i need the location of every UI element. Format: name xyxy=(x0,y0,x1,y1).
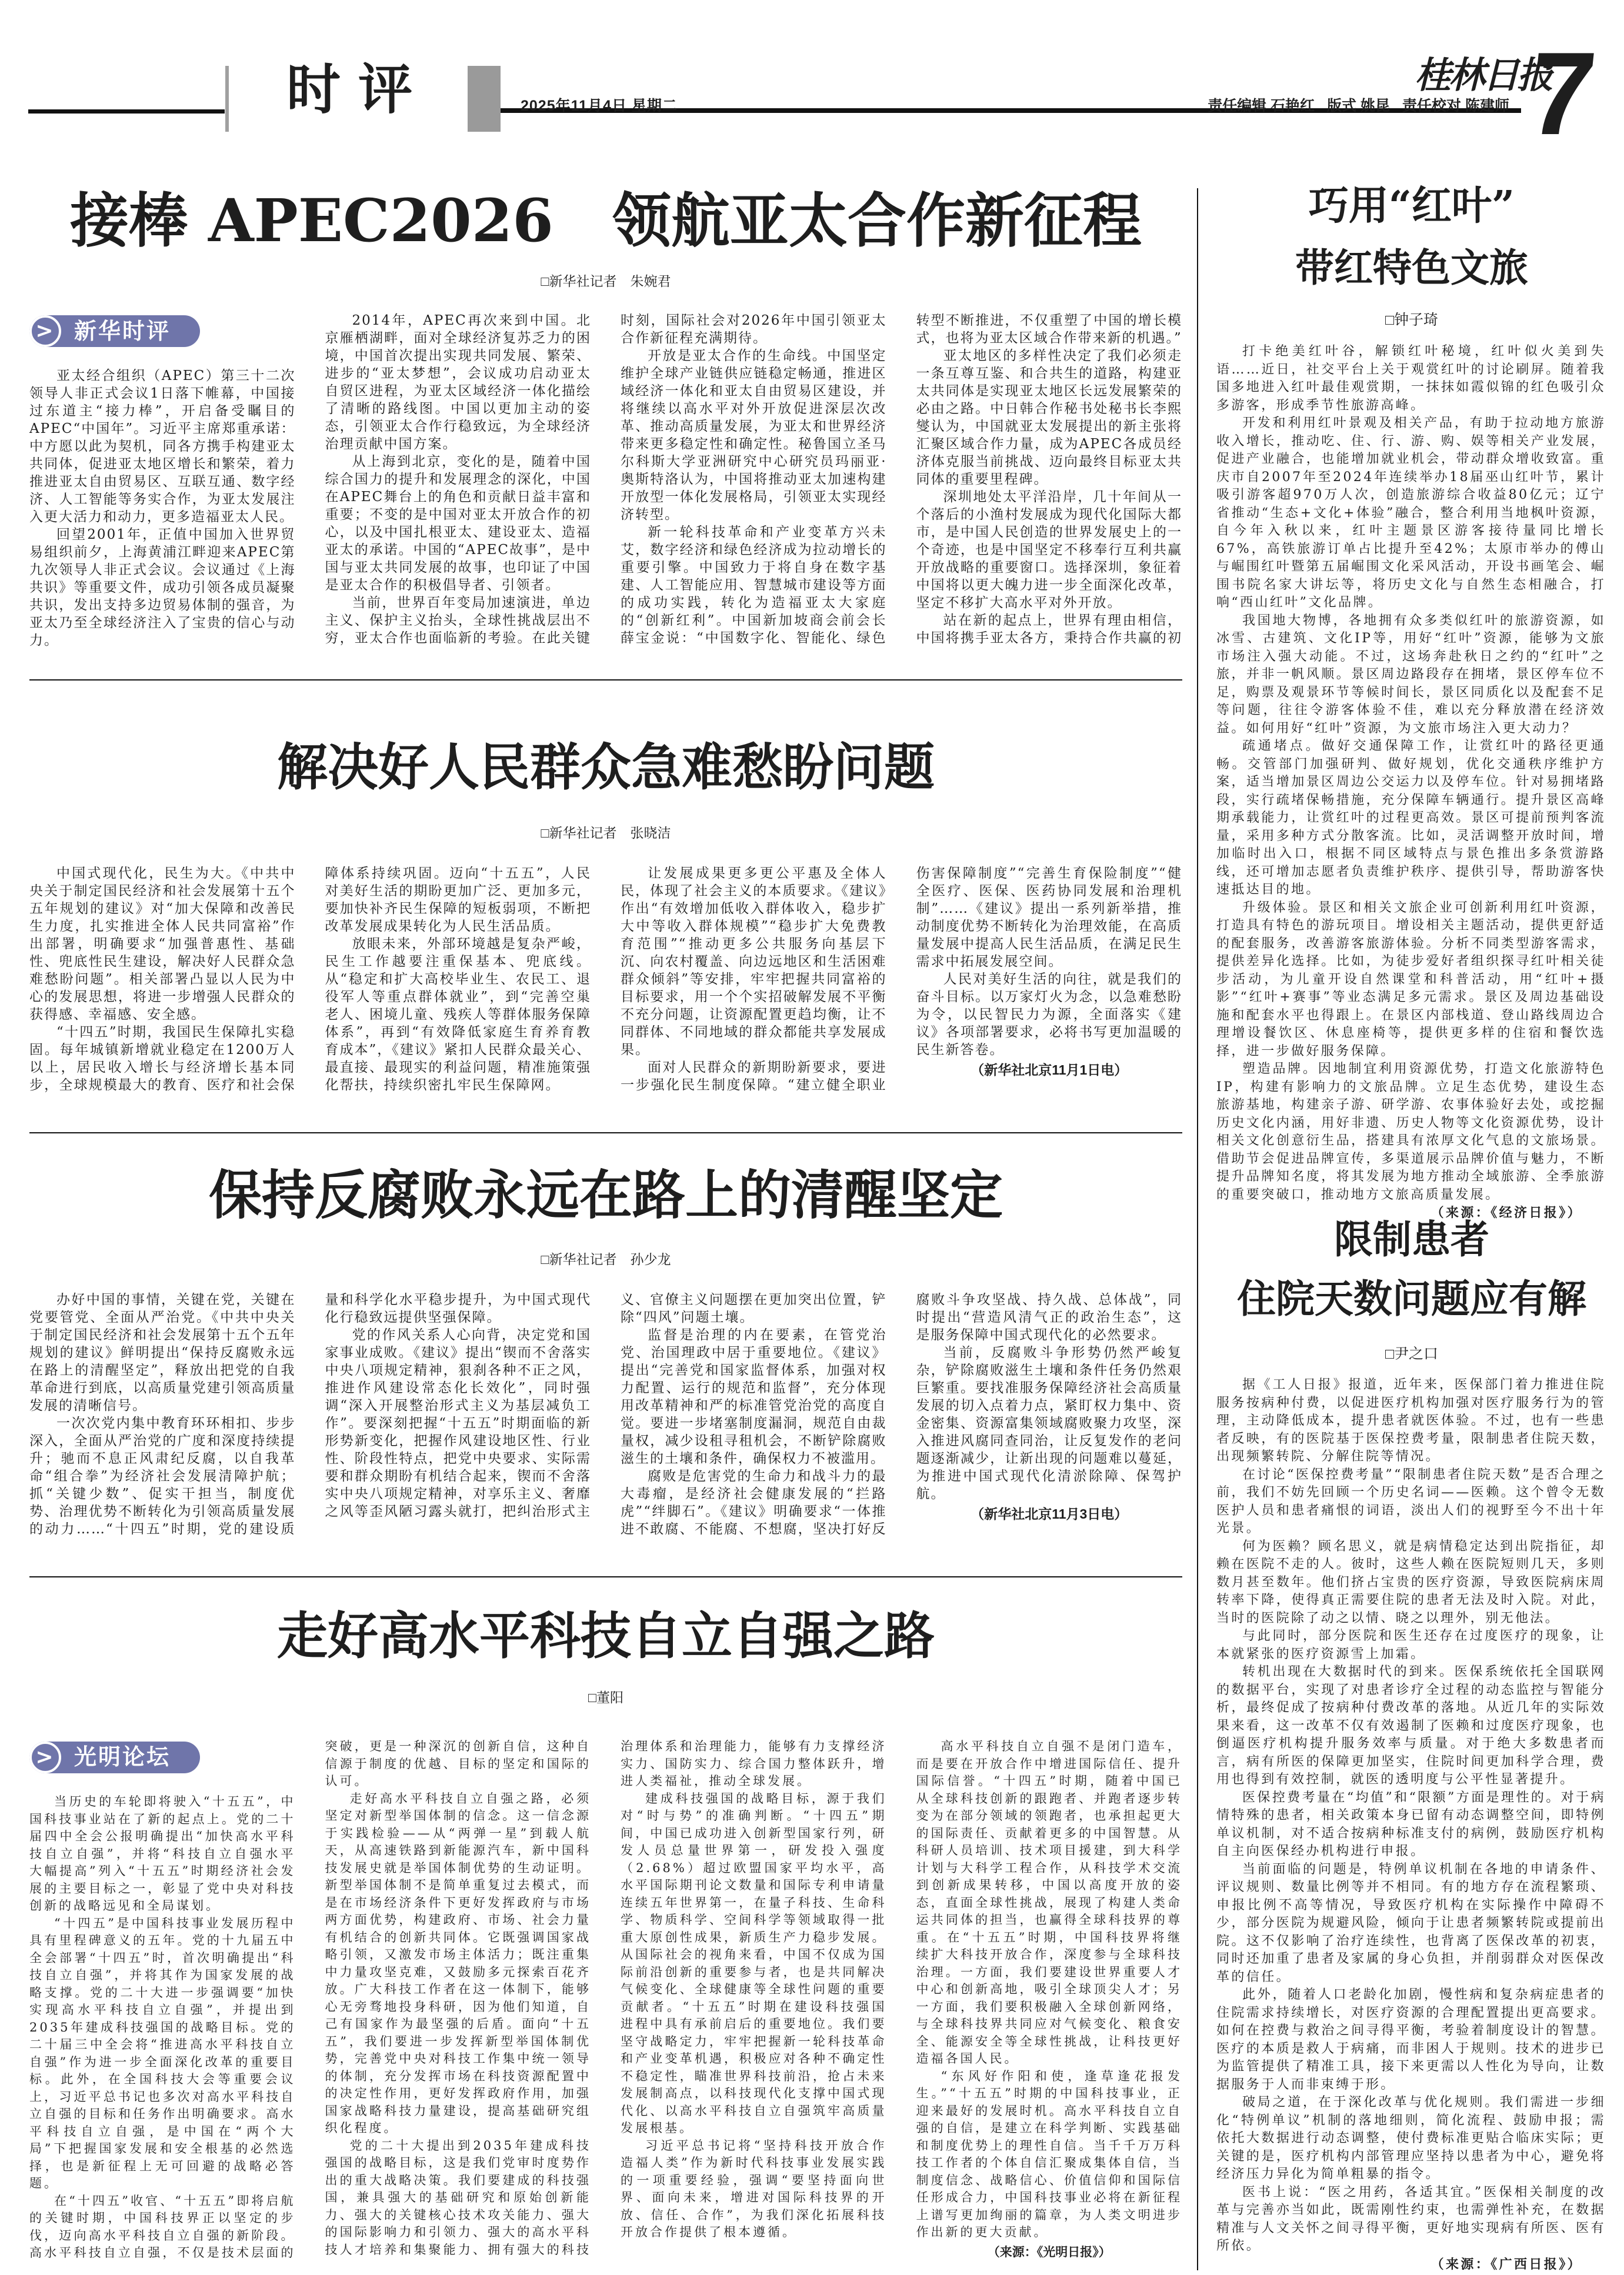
article-title: 走好高水平科技自立自强之路 xyxy=(277,1606,935,1666)
paragraph: 放眼未来，外部环境越是复杂严峻，民生工作越要注重保基本、兜底线。从“稳定和扩大高校毕业生、农民工、退役军人等重点群体就业”，到“完善空巢老人、困境儿童、残疾人等群体服务保障体系”，再到“有效降低家庭生育养育教育成本”，《建议》紧扣人民群众最关心、最直接、最现实的利益问题，精准施策强化帮扶，持续织密扎牢民生保障网。 xyxy=(325,936,591,1093)
paragraph: 打卡绝美红叶谷，解锁红叶秘境，红叶似火美到失语……近日，社交平台上关于观赏红叶的讨论刷屏。随着我国多地进入红叶最佳观赏期，一抹抹如霞似锦的红色吸引众多游客，形成季节性旅游高峰。 xyxy=(1216,344,1606,413)
article-title: 接棒 APEC2026 领航亚太合作新征程 xyxy=(70,186,1142,255)
paragraph: 医书上说：“医之用药，各适其宜。”医保相关制度的改革与完善亦当如此，既需刚性约束，也需弹性补充，在数据精准与人文关怀之间寻得平衡，更好地实现病有所医、医有所依。 xyxy=(1216,2184,1606,2253)
dateline: （新华社北京11月1日电） xyxy=(971,1062,1128,1078)
paragraph: 升级体验。景区和相关文旅企业可创新利用红叶资源，打造具有特色的游玩项目。增设相关主题活动，提供更舒适的配套服务，改善游客旅游体验。分析不同类型游客需求，提供差异化选择。比如，为徒步爱好者组织探寻红叶相关徒步活动，为儿童开设自然课堂和科普活动，用“红叶+摄影”“红叶+赛事”等业态满足多元需求。景区及周边基础设施和配套水平也得跟上。在景区内部栈道、登山路线周边合理增设餐饮区、休息座椅等，提供更多样的住宿和餐饮选择，进一步做好服务保障。 xyxy=(1216,900,1606,1059)
paragraph: 我国地大物博，各地拥有众多类似红叶的旅游资源，如冰雪、古建筑、文化IP等，用好“红叶”资源，能够为文旅市场注入强大动能。不过，这场奔赴秋日之约的“红叶”之旅，并非一帆风顺。景区周边路段存在拥堵，景区停车位不足，购票及观景环节等候时间长，景区同质化以及配套不足等问题，往往令游客体验不佳，难以充分释放潜在经济效益。如何用好“红叶”资源，为文旅市场注入更大动力？ xyxy=(1216,613,1606,736)
chevron-right-icon: > xyxy=(29,1742,61,1773)
side-article-body xyxy=(1216,1376,1606,2273)
side-article-title-line: 住院天数问题应有解 xyxy=(1237,1276,1586,1322)
paragraph: 建成科技强国的战略目标，源于我们对“时与势”的准确判断。“十四五”期间，中国已成功进入创新型国家行列，研发人员总量世界第一，研发投入强度（2.68%）超过欧盟国家平均水平，高水平国际期刊论文数量和国际专利申请量连续五年世界第一，在量子科技、生命科学、物质科学、空间科学等领域取得一批重大原创性成果，新质生产力稳步发展。从国际社会的视角来看，中国不仅成为国际前沿创新的重要参与者，也是共同解决气候变化、全球健康等全球性问题的重要贡献者。“十五五”时期在建设科技强国进程中具有承前启后的重要地位。我们要坚守战略定力，牢牢把握新一轮科技革命和产业变革机遇，积极应对各种不确定性不稳定性，瞄准世界科技前沿，抢占未来发展制高点，以科技现代化支撑中国式现代化、以高水平科技自立自强筑牢高质量发展根基。 xyxy=(621,1791,887,2135)
column-badge xyxy=(29,1742,200,1773)
paragraph: 当前，世界百年变局加速演进，单边主义、保护主义抬头，全球性挑战层出不穷，亚太合作也面临新的考验。在此关键时刻，国际社会对2026年中国引领亚太合作新征程充满期待。 xyxy=(325,313,887,646)
source-credit: （来源：《经济日报》） xyxy=(1430,1205,1582,1220)
paragraph: 当前，反腐败斗争形势仍然严峻复杂，铲除腐败滋生土壤和条件任务仍然艰巨繁重。要找准服务保障经济社会高质量发展的切入点着力点，紧盯权力集中、资金密集、资源富集领域腐败聚力攻坚，深入推进风腐同查同治，让反复发作的老问题逐渐减少，让新出现的问题难以蔓延，为推进中国式现代化清淤除障、保驾护航。 xyxy=(916,1345,1182,1502)
paragraph: 据《工人日报》报道，近年来，医保部门着力推进住院服务按病种付费，以促进医疗机构加强对医疗服务行为的管理，主动降低成本，提升患者就医体验。不过，也有一些患者反映，有的医院基于医保控费考量，限制患者住院天数，出现频繁转院、分解住院等情况。 xyxy=(1216,1377,1606,1464)
paragraph: 此外，随着人口老龄化加剧，慢性病和复杂病症患者的住院需求持续增长，对医疗资源的合理配置提出更高要求。如何在控费与救治之间寻得平衡，考验着制度设计的智慧。医疗的本质是救人于病痛，而非困人于规则。技术的进步已为监管提供了精准工具，接下来更需以人性化为导向，让数据服务于人而非束缚于形。 xyxy=(1216,1987,1606,2092)
paragraph: 腐败是危害党的生命力和战斗力的最大毒瘤，是经济社会健康发展的“拦路虎”“绊脚石”。《建议》明确要求“一体推进不敢腐、不能腐、不想腐，坚决打好反腐败斗争攻坚战、持久战、总体战”，同时提出“营造风清气正的政治生态”，这是服务保障中国式现代化的必然要求。 xyxy=(621,1292,1182,1537)
paragraph: 党的二十大提出到2035年建成科技强国的战略目标，这是我们党审时度势作出的重大战略决策。我们要建成的科技强国，兼具强大的基础研究和原始创新能力、强大的关键核心技术攻关能力、强大的国际影响力和引领力、强大的高水平科技人才培养和集聚能力、拥有强大的科技治理体系和治理能力，能够有力支撑经济实力、国防实力、综合国力整体跃升，增进人类福祉，推动全球发展。 xyxy=(325,1739,887,2257)
paragraph: 亚太地区的多样性决定了我们必须走一条互尊互鉴、和合共生的道路，构建亚太共同体是实现亚太地区长远发展繁荣的必由之路。中日韩合作秘书处秘书长李熙燮认为，中国就亚太发展提出的新主张将汇聚区域合作力量，成为APEC各成员经济体克服当前挑战、迈向最终目标亚太共同体的重要里程碑。 xyxy=(916,348,1182,487)
article-byline: □新华社记者 孙少龙 xyxy=(541,1252,671,1267)
paragraph: 疏通堵点。做好交通保障工作，让赏红叶的路径更通畅。交管部门加强研判、做好规划，优化交通秩序维护方案，适当增加景区周边公交运力以及停车位。针对易拥堵路段，实行疏堵保畅措施，充分保障车辆通行。提升景区高峰期承载能力，让赏红叶的过程更高效。景区可提前预判客流量，采用多种方式分散客流。比如，灵活调整开放时间，增加临时出入口，根据不同区域特点与景色推出多条赏游路线，还可增加志愿者负责维护秩序、提供引导，帮助游客快速抵达目的地。 xyxy=(1216,739,1606,897)
side-article-title-line: 带红特色文旅 xyxy=(1295,245,1528,291)
article-title: 保持反腐败永远在路上的清醒坚定 xyxy=(209,1164,1003,1226)
paragraph: 高水平科技自立自强不是闭门造车，而是要在开放合作中增进国际信任、提升国际信誉。“十四五”时期，随着中国已从全球科技创新的跟跑者、并跑者逐步转变为在部分领域的领跑者，也承担起更大的国际责任、贡献着更多的中国智慧。从科研人员培训、技术项目援建，到大科学计划与大科学工程合作，从科技学术交流到创新成果转移，中国以高度开放的姿态，直面全球性挑战，展现了构建人类命运共同体的担当，也赢得全球科技界的尊重。在“十五五”时期，中国科技界将继续扩大科技开放合作，深度参与全球科技治理。一方面，我们要建设世界重要人才中心和创新高地，吸引全球顶尖人才；另一方面，我们要积极融入全球创新网络，与全球科技界共同应对气候变化、粮食安全、能源安全等全球性挑战，让科技更好造福各国人民。 xyxy=(916,1739,1182,2066)
paragraph: 走好高水平科技自立自强之路，必须坚定对新型举国体制的信念。这一信念源于实践检验——从“两弹一星”到载人航天，从高速铁路到新能源汽车，新中国科技发展史就是举国体制优势的生动证明。新型举国体制不是简单重复过去模式，而是在市场经济条件下更好发挥政府与市场两方面优势，构建政府、市场、社会力量有机结合的创新共同体。它既强调国家战略引领，又激发市场主体活力；既注重集中力量攻坚克难，又鼓励多元探索百花齐放。广大科技工作者在这一体制下，能够心无旁骛地投身科研，因为他们知道，自己有国家作为最坚强的后盾。面向“十五五”，我们要进一步发挥新型举国体制优势，完善党中央对科技工作集中统一领导的体制，充分发挥市场在科技资源配置中的决定性作用，更好发挥政府作用，加强国家战略科技力量建设，提高基础研究组织化程度。 xyxy=(325,1791,591,2135)
paragraph: 转机出现在大数据时代的到来。医保系统依托全国联网的数据平台，实现了对患者诊疗全过程的动态监控与智能分析，最终促成了按病种付费改革的落地。从近几年的实际效果来看，这一改革不仅有效遏制了医赖和过度医疗现象，也倒逼医疗机构提升服务效率与质量。对于绝大多数患者而言，病有所医的保障更加坚实，住院时间更加科学合理，费用也得到有效控制，就医的透明度与公平性显著提升。 xyxy=(1216,1664,1606,1787)
paragraph: 回望2001年，正值中国加入世界贸易组织前夕，上海黄浦江畔迎来APEC第九次领导人非正式会议。会议通过《上海共识》等重要文件，成功引领各成员凝聚共识，发出支持多边贸易体制的强音，为亚太乃至全球经济注入了宝贵的信心与动力。 xyxy=(29,527,296,648)
section-divider xyxy=(29,1132,1182,1133)
paragraph: 人民对美好生活的向往，就是我们的奋斗目标。以万家灯火为念，以急难愁盼为令，以民智民力为源，全面落实《建议》各项部署要求，必将书写更加温暖的民生新答卷。 xyxy=(916,972,1182,1058)
paragraph: 让发展成果更多更公平惠及全体人民，体现了社会主义的本质要求。《建议》作出“有效增加低收入群体收入，稳步扩大中等收入群体规模”“稳步扩大免费教育范围”“推动更多公共服务向基层下沉、向农村覆盖、向边远地区和生活困难群众倾斜”等安排，牢牢把握共同富裕的目标要求，用一个个实招破解发展不平衡不充分问题，让资源配置更趋均衡，让不同群体、不同地域的群众都能共享发展成果。 xyxy=(621,866,887,1058)
dateline: （新华社北京11月3日电） xyxy=(971,1506,1128,1522)
paragraph: 与此同时，部分医院和医生还存在过度医疗的现象，让本就紧张的医疗资源雪上加霜。 xyxy=(1216,1629,1606,1662)
source-credit: （来源：《广西日报》） xyxy=(1430,2256,1582,2271)
paragraph: 中国式现代化，民生为大。《中共中央关于制定国民经济和社会发展第十五个五年规划的建议》对“加大保障和改善民生力度，扎实推进全体人民共同富裕”作出部署，明确要求“加强普惠性、基础性、兜底性民生建设，解决好人民群众急难愁盼问题”。相关部署凸显以人民为中心的发展思想，将进一步增强人民群众的获得感、幸福感、安全感。 xyxy=(29,866,296,1022)
paragraph: 在“十四五”收官、“十五五”即将启航的关键时期，中国科技界正以坚定的步伐，迈向高水平科技自立自强的新阶段。高水平科技自立自强，不仅是技术层面的突破，更是一种深沉的创新自信，这种自信源于制度的优越、目标的坚定和国际的认可。 xyxy=(29,1739,591,2260)
side-article-title-line: 限制患者 xyxy=(1334,1216,1489,1262)
side-article-title-line: 巧用“红叶” xyxy=(1308,182,1515,229)
side-article-byline: □钟子琦 xyxy=(1385,312,1439,328)
paragraph: 塑造品牌。因地制宜利用资源优势，打造文化旅游特色IP，构建有影响力的文旅品牌。立足生态优势，建设生态旅游基地，构建亲子游、研学游、农事体验好去处，或挖掘历史文化内涵，用好非遗、历史人物等文化资源优势，设计相关文化创意衍生品，搭建具有浓厚文化气息的文旅场景。借助节会促进品牌宣传，多渠道展示品牌价值与魅力，不断提升品牌知名度，将其发展为地方推动全域旅游、全季旅游的重要突破口，推动地方文旅高质量发展。 xyxy=(1216,1062,1606,1202)
column-rule xyxy=(1197,188,1198,2270)
article-title: 解决好人民群众急难愁盼问题 xyxy=(277,738,935,797)
paragraph: 办好中国的事情，关键在党，关键在党要管党、全面从严治党。《中共中央关于制定国民经济和社会发展第十五个五年规划的建议》鲜明提出“保持反腐败永远在路上的清醒坚定”，释放出把党的自我革命进行到底，以高质量党建引领高质量发展的清晰信号。 xyxy=(29,1292,296,1413)
article-byline: □新华社记者 朱婉君 xyxy=(541,273,671,289)
article-byline: □新华社记者 张晓洁 xyxy=(541,825,671,840)
issue-date: 2025年11月4日 星期二 xyxy=(521,98,678,114)
section-divider xyxy=(29,679,1182,681)
paragraph: 监督是治理的内在要素，在管党治党、治国理政中居于重要地位。《建议》提出“完善党和国家监督体系，加强对权力配置、运行的规范和监督”，充分体现用改革精神和严的标准管党治党的高度自觉。要进一步堵塞制度漏洞，规范自由裁量权，减少设租寻租机会，不断铲除腐败滋生的土壤和条件，确保权力不被滥用。 xyxy=(621,1327,887,1466)
header-divider xyxy=(225,66,229,132)
paragraph: 新一轮科技革命和产业变革方兴未艾，数字经济和绿色经济成为拉动增长的重要引擎。中国致力于将自身在数字基建、人工智能应用、智慧城市建设等方面的成功实践，转化为造福亚太大家庭的“创新红利”。中国新加坡商会前会长薛宝金说：“中国数字化、智能化、绿色转型不断推进，不仅重塑了中国的增长模式，也将为亚太区域合作带来新的机遇。” xyxy=(621,313,1182,646)
paragraph: “东风好作阳和使，逢草逢花报发生。”“十五五”时期的中国科技事业，正迎来最好的发展时机。高水平科技自立自强的自信，是建立在科学判断、实践基础和制度优势上的理性自信。当千千万万科技工作者的个体自信汇聚成集体自信，当制度信念、战略信心、价值信仰和国际信任形成合力，中国科技事业必将在新征程上谱写更加绚丽的篇章，为人类文明进步作出新的更大贡献。 xyxy=(916,2069,1182,2239)
paragraph: 从上海到北京，变化的是，随着中国综合国力的提升和发展理念的深化，中国在APEC舞台上的角色和贡献日益丰富和重要；不变的是中国对亚太开放合作的初心，以及中国扎根亚太、建设亚太、造福亚太的承诺。中国的“APEC故事”，是中国与亚太共同发展的故事，也印证了中国是亚太合作的积极倡导者、引领者。 xyxy=(325,454,591,593)
column-badge-label: 光明论坛 xyxy=(74,1744,171,1770)
paragraph: 医保控费考量在“均值”和“限额”方面是理性的。对于病情特殊的患者，相关政策本身已留有动态调整空间，即特例单议机制，对不适合按病种标准支付的病例，鼓励医疗机构自主向医保经办机构进行申报。 xyxy=(1216,1790,1606,1859)
paragraph: 面对人民群众的新期盼新要求，要进一步强化民生制度保障。“建立健全职业伤害保障制度”“完善生育保险制度”“健全医疗、医保、医药协同发展和治理机制”……《建议》提出一系列新举措，推动制度优势不断转化为治理效能，在高质量发展中提高人民生活品质，在满足民生需求中拓展发展空间。 xyxy=(621,866,1182,1093)
column-badge xyxy=(29,315,200,347)
paragraph: 2014年，APEC再次来到中国。北京雁栖湖畔，面对全球经济复苏乏力的困境，中国首次提出实现共同发展、繁荣、进步的“亚太梦想”，会议成功启动亚太自贸区进程，为亚太区域经济一体化描绘了清晰的路线图。中国以更加主动的姿态，引领亚太合作行稳致远，为全球经济治理贡献中国方案。 xyxy=(325,313,591,452)
article-body xyxy=(29,312,1182,676)
editor-credit: 版式 姚昆 xyxy=(1327,98,1390,114)
chevron-right-icon: > xyxy=(29,315,61,347)
editor-credit: 责任校对 陈建师 xyxy=(1402,98,1509,114)
paragraph: 党的作风关系人心向背，决定党和国家事业成败。《建议》提出“锲而不舍落实中央八项规定精神，狠刹各种不正之风，推进作风建设常态化长效化”，同时强调“深入开展整治形式主义为基层减负工作”。要深刻把握“十五五”时期面临的新形势新变化，把握作风建设地区性、行业性、阶段性特点，把党中央要求、实际需要和群众期盼有机结合起来，锲而不舍落实中央八项规定精神，对享乐主义、奢靡之风等歪风陋习露头就打，把纠治形式主义、官僚主义问题摆在更加突出位置，铲除“四风”问题土壤。 xyxy=(325,1292,887,1519)
article-body xyxy=(29,1738,1182,2270)
header-rule-left xyxy=(28,109,225,114)
column-badge-label: 新华时评 xyxy=(74,318,171,344)
section-title: 时评 xyxy=(286,58,431,121)
paragraph: “十四五”时期，我国民生保障扎实稳固。每年城镇新增就业稳定在1200万人以上，居民收入增长与经济增长基本同步，全球规模最大的教育、医疗和社会保障体系持续巩固。迈向“十五五”，人民对美好生活的期盼更加广泛、更加多元，要加快补齐民生保障的短板弱项，不断把改革发展成果转化为人民生活品质。 xyxy=(29,866,591,1093)
page-number: 7 xyxy=(1522,28,1602,159)
newspaper-logo: 桂林日报 xyxy=(1415,54,1552,96)
paragraph: 开放是亚太合作的生命线。中国坚定维护全球产业链供应链稳定畅通，推进区域经济一体化和亚太自由贸易区建设，并将继续以高水平对外开放促进深层次改革、推动高质量发展，为亚太和世界经济带来更多稳定性和确定性。秘鲁国立圣马尔科斯大学亚洲研究中心研究员玛丽亚·奥斯特洛认为，中国将推动亚太加速构建开放型一体化发展格局，引领亚太实现经济转型。 xyxy=(621,348,887,522)
paragraph: 当历史的车轮即将驶入“十五五”，中国科技事业站在了新的起点上。党的二十届四中全会公报明确提出“加快高水平科技自立自强”，并将“科技自立自强水平大幅提高”列入“十五五”时期经济社会发展的主要目标之一，彰显了党中央对科技创新的战略远见和全局谋划。 xyxy=(29,1794,296,1913)
side-article-byline: □尹之口 xyxy=(1385,1346,1439,1362)
article-body xyxy=(29,865,1182,1106)
paragraph: 习近平总书记将“坚持科技开放合作造福人类”作为新时代科技事业发展实践的一项重要经验，强调“要坚持面向世界、面向未来，增进对国际科技界的开放、信任、合作”，为我们深化拓展科技开放合作提供了根本遵循。 xyxy=(621,2138,887,2239)
article-body xyxy=(29,1291,1182,1550)
editor-credit: 责任编辑 石艳红 xyxy=(1208,98,1315,114)
paragraph: 破局之道，在于深化改革与优化规则。我们需进一步细化“特例单议”机制的落地细则，简化流程、鼓励申报；需依托大数据进行动态调整，使付费标准更贴合临床实际；更关键的是，医疗机构内部管理应坚持以患者为中心，避免将经济压力异化为简单粗暴的指令。 xyxy=(1216,2095,1606,2181)
paragraph: 亚太经合组织（APEC）第三十二次领导人非正式会议1日落下帷幕，中国接过东道主“接力棒”，开启备受瞩目的APEC“中国年”。习近平主席郑重承诺：中方愿以此为契机，同各方携手构建亚太共同体，促进亚太地区增长和繁荣，着力推进亚太自由贸易区、互联互通、数字经济、人工智能等务实合作，为亚太发展注入更大活力和动力，更多造福亚太人民。 xyxy=(29,368,296,525)
paragraph: 一次次党内集中教育环环相扣、步步深入，全面从严治党的广度和深度持续提升；驰而不息正风肃纪反腐，以自我革命“组合拳”为经济社会发展清障护航；抓“关键少数”、促实干担当，制度优势、治理优势不断转化为引领高质量发展的动力……“十四五”时期，党的建设质量和科学化水平稳步提升，为中国式现代化行稳致远提供坚强保障。 xyxy=(29,1292,591,1537)
paragraph: 站在新的起点上，世界有理由相信，中国将携手亚太各方，秉持合作共赢的初 xyxy=(916,613,1182,646)
paragraph: 开发和利用红叶景观及相关产品，有助于拉动地方旅游收入增长，推动吃、住、行、游、购、娱等相关产业发展，促进产业融合，也能增加就业机会，带动群众增收致富。重庆市自2007年至2024年连续举办18届巫山红叶节，累计吸引游客超970万人次，创造旅游综合收益80亿元；辽宁省推动“生态+文化+体验”融合，整合利用当地枫叶资源，自今年入秋以来，红叶主题景区游客接待量同比增长67%，高铁旅游订单占比提升至42%；太原市举办的傅山与崛围红叶暨第五届崛围文化采风活动，开设书画笔会、崛围书院名家大讲坛等，将历史文化与自然生态相融合，打响“西山红叶”文化品牌。 xyxy=(1216,416,1606,610)
paragraph: 何为医赖？顾名思义，就是病情稳定达到出院指征，却赖在医院不走的人。彼时，这些人赖在医院短则几天，多则数月甚至数年。他们挤占宝贵的医疗资源，导致医院病床周转率下降，使得真正需要住院的患者无法及时入院。对此，当时的医院除了动之以情、晓之以理外，别无他法。 xyxy=(1216,1539,1606,1626)
article-byline: □董阳 xyxy=(588,1690,623,1705)
section-divider xyxy=(29,1576,1182,1577)
side-article-body xyxy=(1216,343,1606,1222)
paragraph: 在讨论“医保控费考量”“限制患者住院天数”是否合理之前，我们不妨先回顾一个历史名词——医赖。这个曾令无数医护人员和患者痛恨的词语，淡出人们的视野至今不出十年光景。 xyxy=(1216,1467,1606,1536)
paragraph: “十四五”是中国科技事业发展历程中具有里程碑意义的五年。党的十九届五中全会部署“十四五”时，首次明确提出“科技自立自强”，并将其作为国家发展的战略支撑。党的二十大进一步强调要“加快实现高水平科技自立自强”，并提出到2035年建成科技强国的战略目标。党的二十届三中全会将“推进高水平科技自立自强”作为进一步全面深化改革的重要目标。此外，在全国科技大会等重要会议上，习近平总书记也多次对高水平科技自立自强的目标和任务作出明确要求。高水平科技自立自强，是中国在“两个大局”下把握国家发展和安全根基的必然选择，也是新征程上无可回避的战略必答题。 xyxy=(29,1916,296,2190)
dateline: （来源：《光明日报》） xyxy=(987,2245,1111,2259)
section-bar xyxy=(468,66,501,132)
paragraph: 深圳地处太平洋沿岸，几十年间从一个落后的小渔村发展成为现代化国际大都市，是中国人民创造的世界发展史上的一个奇迹，也是中国坚定不移奉行互利共赢开放战略的重要窗口。选择深圳，象征着中国将以更大魄力进一步全面深化改革，坚定不移扩大高水平对外开放。 xyxy=(916,489,1182,611)
paragraph: 当前面临的问题是，特例单议机制在各地的申请条件、评议规则、数量比例等并不相同。有的地方存在流程繁琐、申报比例不高等情况，导致医疗机构在实际操作中障碍不少，部分医院为规避风险，倾向于让患者频繁转院或提前出院。这不仅影响了治疗连续性，也背离了医保改革的初衷，同时还加重了患者及家属的身心负担，并削弱群众对医保改革的信任。 xyxy=(1216,1862,1606,1984)
